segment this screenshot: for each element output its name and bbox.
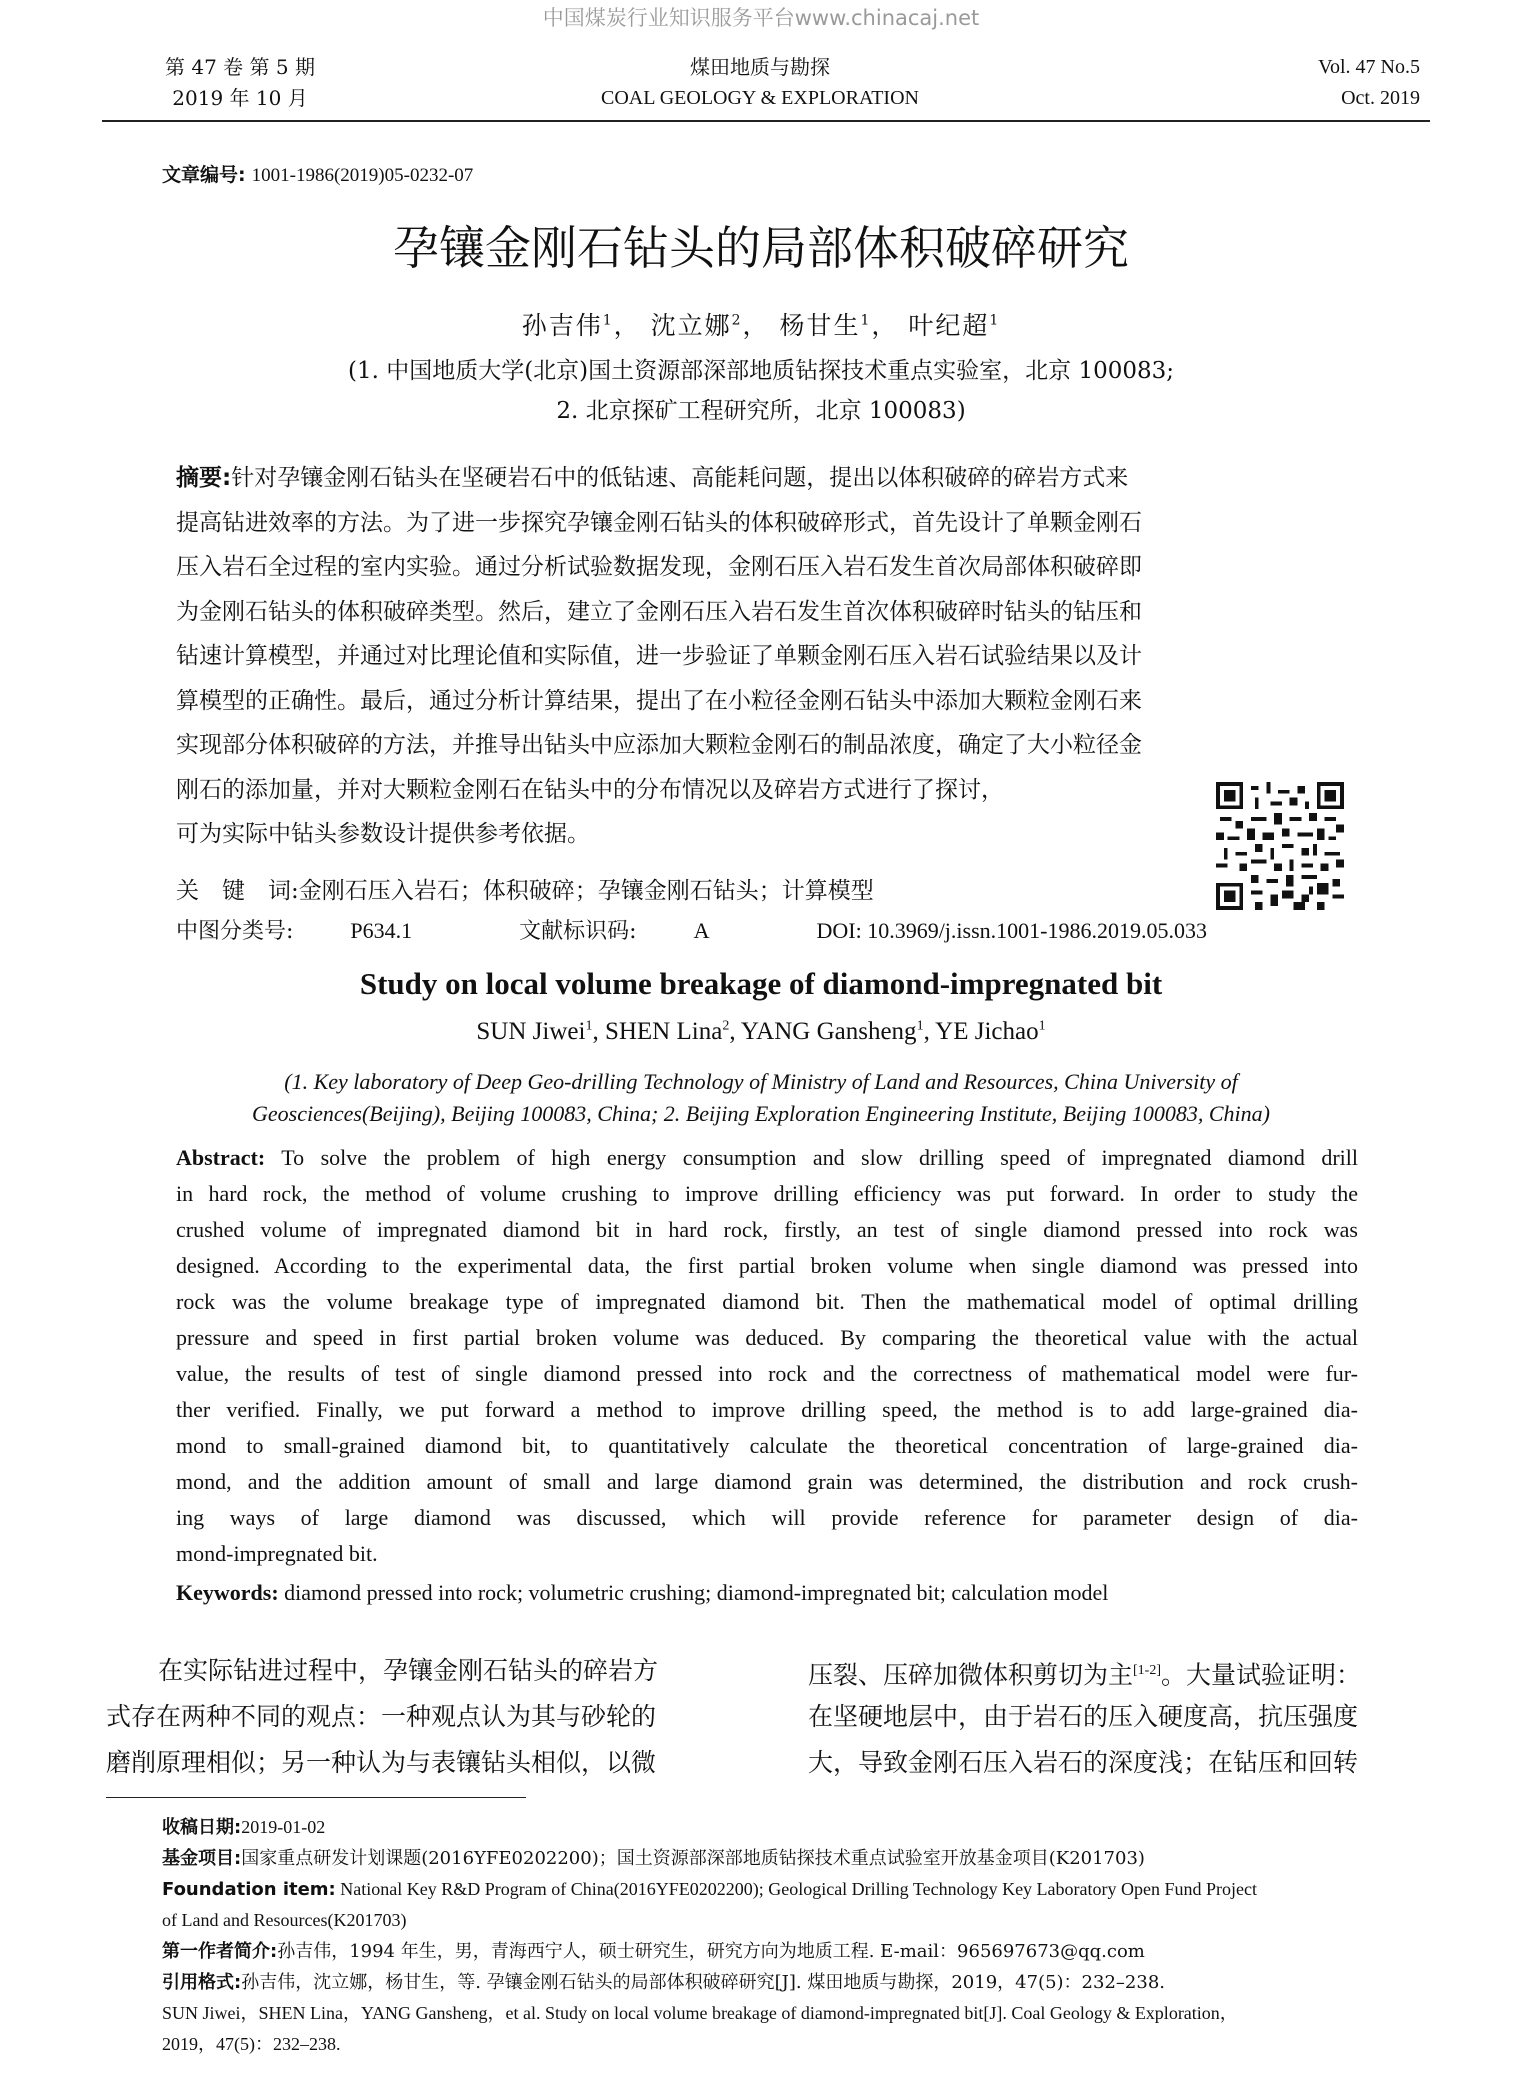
abstract-en-line: pressure and speed in first partial broken volume was deduced. By comparing the theoretical value with the actual	[176, 1325, 1358, 1350]
doc-code-label: 文献标识码:	[519, 919, 637, 944]
author-zh: 叶纪超	[908, 311, 990, 340]
body-line-tail: 。大量试验证明：	[1161, 1660, 1362, 1690]
header-volume-en	[1180, 52, 1420, 114]
header-rule	[102, 120, 1430, 122]
author-en: SHEN Lina	[604, 1018, 723, 1045]
header-date-en: Oct. 2019	[1341, 87, 1420, 109]
received-label: 收稿日期:	[162, 1817, 242, 1838]
keywords-en	[176, 1580, 1108, 1606]
keywords-zh-label: 关 键 词:	[176, 878, 299, 904]
body-column-right	[808, 1648, 1428, 1786]
doc-code-value: A	[693, 918, 710, 943]
fund-label: 基金项目:	[162, 1848, 242, 1869]
abstract-zh	[176, 456, 1358, 857]
abstract-en-line: value, the results of test of single diamond pressed into rock and the correctness of mathematical model were fur-	[176, 1361, 1358, 1386]
fund-value: 国家重点研发计划课题(2016YFE0202200)；国土资源部深部地质钻探技术重点试验室开放基金项目(K201703)	[241, 1848, 1145, 1869]
body-column-left	[106, 1648, 726, 1786]
keywords-en-label: Keywords:	[176, 1580, 279, 1605]
abstract-en-label: Abstract:	[176, 1145, 266, 1170]
abstract-en-line: ing ways of large diamond was discussed, which will provide reference for parameter design of dia-	[176, 1505, 1358, 1530]
foundation-value-cont: of Land and Resources(K201703)	[162, 1910, 407, 1930]
affiliation-zh-1: (1. 中国地质大学(北京)国土资源部深部地质钻探技术重点实验室，北京 100083;	[347, 358, 1175, 384]
abstract-en-line: mond-impregnated bit.	[176, 1541, 378, 1566]
citation-ref: [1-2]	[1133, 1663, 1162, 1678]
author-sup: 1	[989, 312, 1001, 329]
affiliation-en-2: Geosciences(Beijing), Beijing 100083, China; 2. Beijing Exploration Engineering Institute, Beijing 100083, China)	[252, 1101, 1270, 1126]
abstract-en-line: ther verified. Finally, we put forward a method to improve drilling speed, the method is to add large-grained dia-	[176, 1397, 1358, 1422]
abstract-zh-line: 钻速计算模型，并通过对比理论值和实际值，进一步验证了单颗金刚石压入岩石试验结果以及计	[176, 643, 1142, 669]
header-date-zh: 2019 年 10 月	[172, 86, 308, 110]
author-zh: 杨甘生	[779, 311, 861, 340]
keywords-zh	[176, 872, 874, 905]
citation-label: 引用格式:	[162, 1972, 242, 1993]
watermark: 中国煤炭行业知识服务平台www.chinacaj.net	[542, 6, 980, 30]
affiliation-en	[0, 1066, 1522, 1130]
header-vol-en: Vol. 47 No.5	[1318, 56, 1420, 78]
footnotes	[162, 1812, 1430, 2060]
body-line: 磨削原理相似；另一种认为与表镶钻头相似，以微	[106, 1748, 657, 1777]
affiliation-zh-2: 2. 北京探矿工程研究所，北京 100083)	[556, 398, 966, 424]
journal-name-en: COAL GEOLOGY & EXPLORATION	[601, 87, 919, 109]
article-number-label: 文章编号:	[162, 164, 246, 186]
body-line: 大，导致金刚石压入岩石的深度浅；在钻压和回转	[808, 1748, 1359, 1777]
authors-en: SUN Jiwei$^1$, SHEN Lina$^2$, YANG Gansheng$^1$, YE Jichao$^1$	[476, 1018, 1046, 1045]
affiliation-en-1: (1. Key laboratory of Deep Geo-drilling Technology of Ministry of Land and Resources, China University of	[284, 1069, 1238, 1094]
header-journal	[560, 52, 960, 114]
article-number	[162, 160, 473, 187]
abstract-zh-label: 摘要:	[176, 465, 232, 491]
classification-zh	[176, 914, 1257, 945]
keywords-zh-value: 金刚石压入岩石；体积破碎；孕镶金刚石钻头；计算模型	[298, 878, 874, 904]
abstract-zh-line: 针对孕镶金刚石钻头在坚硬岩石中的低钻速、高能耗问题，提出以体积破碎的碎岩方式来	[231, 465, 1129, 491]
abstract-en-line: in hard rock, the method of volume crushing to improve drilling efficiency was put forward. In order to study the	[176, 1181, 1358, 1206]
first-author-label: 第一作者简介:	[162, 1941, 278, 1962]
body-line: 在实际钻进过程中，孕镶金刚石钻头的碎岩方	[158, 1656, 659, 1685]
keywords-en-value: diamond pressed into rock; volumetric crushing; diamond-impregnated bit; calculation model	[284, 1580, 1109, 1605]
author-sup: 1	[1038, 1018, 1046, 1034]
author-zh: 孙吉伟	[521, 311, 603, 340]
abstract-en-line: mond to small-grained diamond bit, to quantitatively calculate the theoretical concentration of large-grained dia-	[176, 1433, 1358, 1458]
abstract-zh-line: 算模型的正确性。最后，通过分析计算结果，提出了在小粒径金刚石钻头中添加大颗粒金刚石来	[176, 687, 1142, 714]
author-sup: 1	[585, 1018, 593, 1034]
journal-name-zh: 煤田地质与勘探	[690, 55, 830, 79]
abstract-zh-line: 提高钻进效率的方法。为了进一步探究孕镶金刚石钻头的体积破碎形式，首先设计了单颗金刚石	[176, 509, 1142, 536]
author-sup: 1	[916, 1018, 924, 1034]
abstract-en-line: crushed volume of impregnated diamond bit in hard rock, firstly, an test of single diamond pressed into rock was	[176, 1217, 1358, 1242]
abstract-zh-line: 可为实际中钻头参数设计提供参考依据。	[176, 821, 590, 847]
foundation-label: Foundation item:	[162, 1879, 336, 1900]
doi: DOI: 10.3969/j.issn.1001-1986.2019.05.033	[816, 918, 1207, 943]
authors-zh: 孙吉伟$^1$， 沈立娜$^2$， 杨甘生$^1$， 叶纪超$^1$	[521, 311, 1001, 340]
abstract-zh-line: 为金刚石钻头的体积破碎类型。然后，建立了金刚石压入岩石发生首次体积破碎时钻头的钻压和	[176, 598, 1142, 625]
first-author-value: 孙吉伟，1994 年生，男，青海西宁人，硕士研究生，研究方向为地质工程. E-mail：965697673@qq.com	[277, 1941, 1145, 1962]
abstract-en-line: rock was the volume breakage type of impregnated diamond bit. Then the mathematical model of optimal drilling	[176, 1289, 1358, 1314]
body-line: 在坚硬地层中，由于岩石的压入硬度高，抗压强度	[808, 1702, 1359, 1731]
abstract-en-line: To solve the problem of high energy consumption and slow drilling speed of impregnated diamond drill	[281, 1145, 1358, 1170]
abstract-en-line: designed. According to the experimental data, the first partial broken volume when single diamond was pressed into	[176, 1253, 1358, 1278]
citation-en-cont: 2019，47(5)：232–238.	[162, 2034, 341, 2054]
citation-en: SUN Jiwei，SHEN Lina，YANG Gansheng，et al. Study on local volume breakage of diamond-impregnated bit[J]. Coal Geology & Exploration，	[162, 2003, 1238, 2023]
body-line: 式存在两种不同的观点：一种观点认为其与砂轮的	[106, 1702, 657, 1731]
abstract-zh-line: 压入岩石全过程的室内实验。通过分析试验数据发现，金刚石压入岩石发生首次局部体积破碎即	[176, 554, 1142, 580]
article-number-value: 1001-1986(2019)05-0232-07	[251, 165, 474, 186]
author-en: SUN Jiwei	[476, 1018, 586, 1045]
foundation-value: National Key R&D Program of China(2016YFE0202200); Geological Drilling Technology Key Laboratory Open Fund Project	[340, 1879, 1258, 1899]
footnote-rule	[106, 1797, 526, 1798]
abstract-en	[176, 1140, 1358, 1572]
header-vol-zh: 第 47 卷 第 5 期	[165, 55, 315, 79]
author-sup: 1	[860, 312, 872, 329]
received-value: 2019-01-02	[241, 1817, 326, 1837]
abstract-zh-line: 刚石的添加量，并对大颗粒金刚石在钻头中的分布情况以及碎岩方式进行了探讨，	[176, 776, 1004, 803]
author-zh: 沈立娜	[650, 311, 732, 340]
body-line: 压裂、压碎加微体积剪切为主	[808, 1660, 1134, 1690]
abstract-en-line: mond, and the addition amount of small and large diamond grain was determined, the distribution and rock crush-	[176, 1469, 1358, 1494]
qr-code-icon	[1216, 782, 1344, 910]
author-sup: 2	[722, 1018, 730, 1034]
abstract-zh-line: 实现部分体积破碎的方法，并推导出钻头中应添加大颗粒金刚石的制品浓度，确定了大小粒径金	[176, 732, 1142, 758]
title-zh: 孕镶金刚石钻头的局部体积破碎研究	[393, 221, 1129, 275]
author-en: YANG Gansheng	[740, 1018, 917, 1045]
clc-value: P634.1	[350, 918, 413, 943]
title-en: Study on local volume breakage of diamond-impregnated bit	[359, 966, 1163, 1001]
author-en: YE Jichao	[935, 1018, 1039, 1045]
clc-label: 中图分类号:	[176, 919, 294, 944]
citation-zh: 孙吉伟，沈立娜，杨甘生，等. 孕镶金刚石钻头的局部体积破碎研究[J]. 煤田地质与勘探，2019，47(5)：232–238.	[241, 1972, 1165, 1993]
author-sup: 2	[731, 312, 743, 329]
header-volume-zh	[150, 52, 330, 114]
author-sup: 1	[602, 312, 614, 329]
